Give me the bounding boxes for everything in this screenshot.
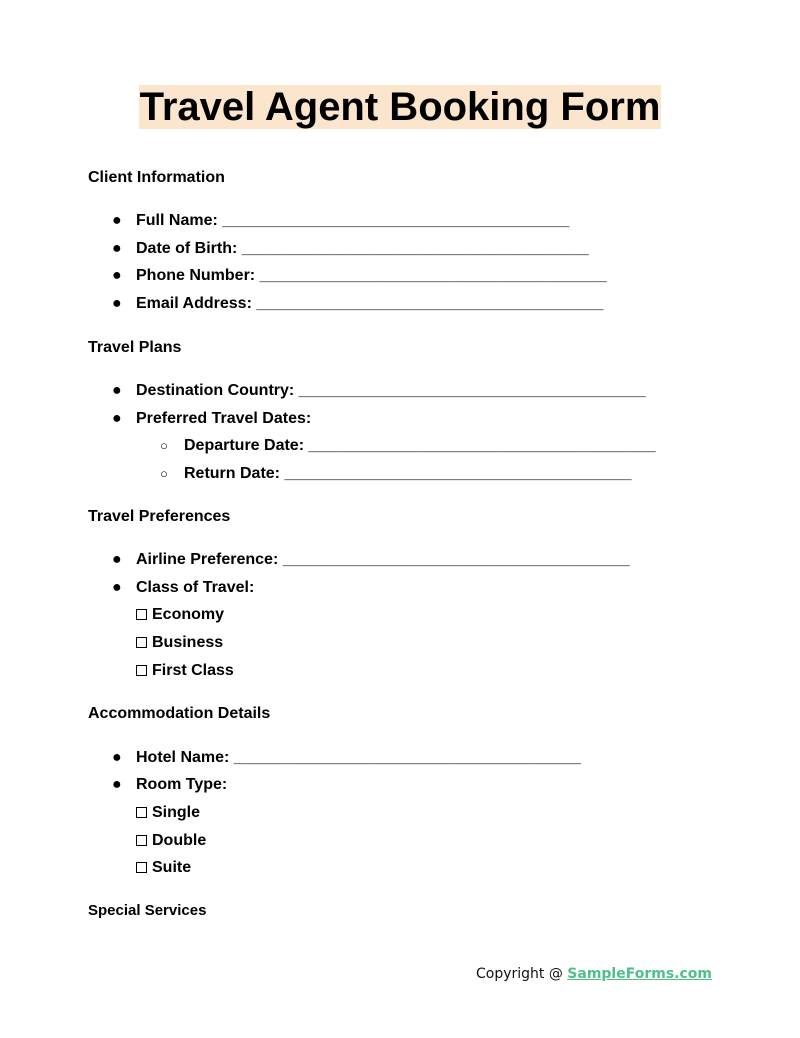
checkbox-business[interactable]	[136, 633, 223, 653]
checkbox-icon[interactable]	[136, 637, 147, 648]
field-return-date[interactable]: Return Date: _______________________________________	[184, 465, 632, 482]
sampleforms-link[interactable]: SampleForms.com	[567, 966, 712, 982]
checkbox-label: Business	[152, 634, 224, 651]
bullet-icon: ●	[112, 579, 122, 596]
checkbox-icon[interactable]	[136, 835, 147, 846]
field-date-of-birth[interactable]: Date of Birth: _______________________________________	[136, 240, 589, 257]
bullet-icon: ●	[112, 295, 122, 312]
bullet-icon: ●	[112, 551, 122, 568]
field-departure-date[interactable]: Departure Date: _______________________________________	[184, 437, 656, 454]
page-title: Travel Agent Booking Form	[139, 85, 661, 129]
section-heading-travel-preferences: Travel Preferences	[88, 508, 231, 525]
checkbox-suite[interactable]	[136, 858, 191, 878]
checkbox-economy[interactable]	[136, 605, 224, 625]
checkbox-label: Double	[152, 832, 207, 849]
footer	[476, 966, 712, 982]
circle-bullet-icon: ○	[160, 438, 168, 453]
field-airline-preference[interactable]: Airline Preference: _______________________________________	[136, 551, 630, 568]
copyright-text: Copyright @	[475, 966, 568, 982]
bullet-icon: ●	[112, 776, 122, 793]
field-destination-country[interactable]: Destination Country: _______________________________________	[136, 382, 646, 399]
title-wrap	[0, 85, 800, 129]
checkbox-single[interactable]	[136, 803, 200, 823]
bullet-icon: ●	[112, 382, 122, 399]
checkbox-label: First Class	[152, 662, 234, 679]
checkbox-icon[interactable]	[136, 609, 147, 620]
checkbox-icon[interactable]	[136, 665, 147, 676]
checkbox-icon[interactable]	[136, 807, 147, 818]
checkbox-first-class[interactable]	[136, 661, 234, 681]
field-class-of-travel: Class of Travel:	[136, 579, 255, 596]
bullet-icon: ●	[112, 410, 122, 427]
section-heading-travel-plans: Travel Plans	[88, 339, 182, 356]
checkbox-double[interactable]	[136, 831, 206, 851]
bullet-icon: ●	[112, 240, 122, 257]
checkbox-label: Suite	[152, 859, 192, 876]
field-email-address[interactable]: Email Address: _______________________________________	[136, 295, 604, 312]
field-hotel-name[interactable]: Hotel Name: _______________________________________	[136, 749, 581, 766]
bullet-icon: ●	[112, 267, 122, 284]
checkbox-label: Single	[152, 804, 201, 821]
field-full-name[interactable]: Full Name: _______________________________________	[136, 212, 570, 229]
checkbox-icon[interactable]	[136, 862, 147, 873]
section-heading-client: Client Information	[88, 169, 225, 186]
bullet-icon: ●	[112, 212, 122, 229]
checkbox-label: Economy	[152, 606, 225, 623]
bullet-icon: ●	[112, 749, 122, 766]
field-phone-number[interactable]: Phone Number: _______________________________________	[136, 267, 607, 284]
circle-bullet-icon: ○	[160, 466, 168, 481]
section-heading-accommodation: Accommodation Details	[88, 705, 271, 722]
section-heading-special-services: Special Services	[88, 902, 207, 919]
field-preferred-travel-dates: Preferred Travel Dates:	[136, 410, 312, 427]
field-room-type: Room Type:	[136, 776, 228, 793]
